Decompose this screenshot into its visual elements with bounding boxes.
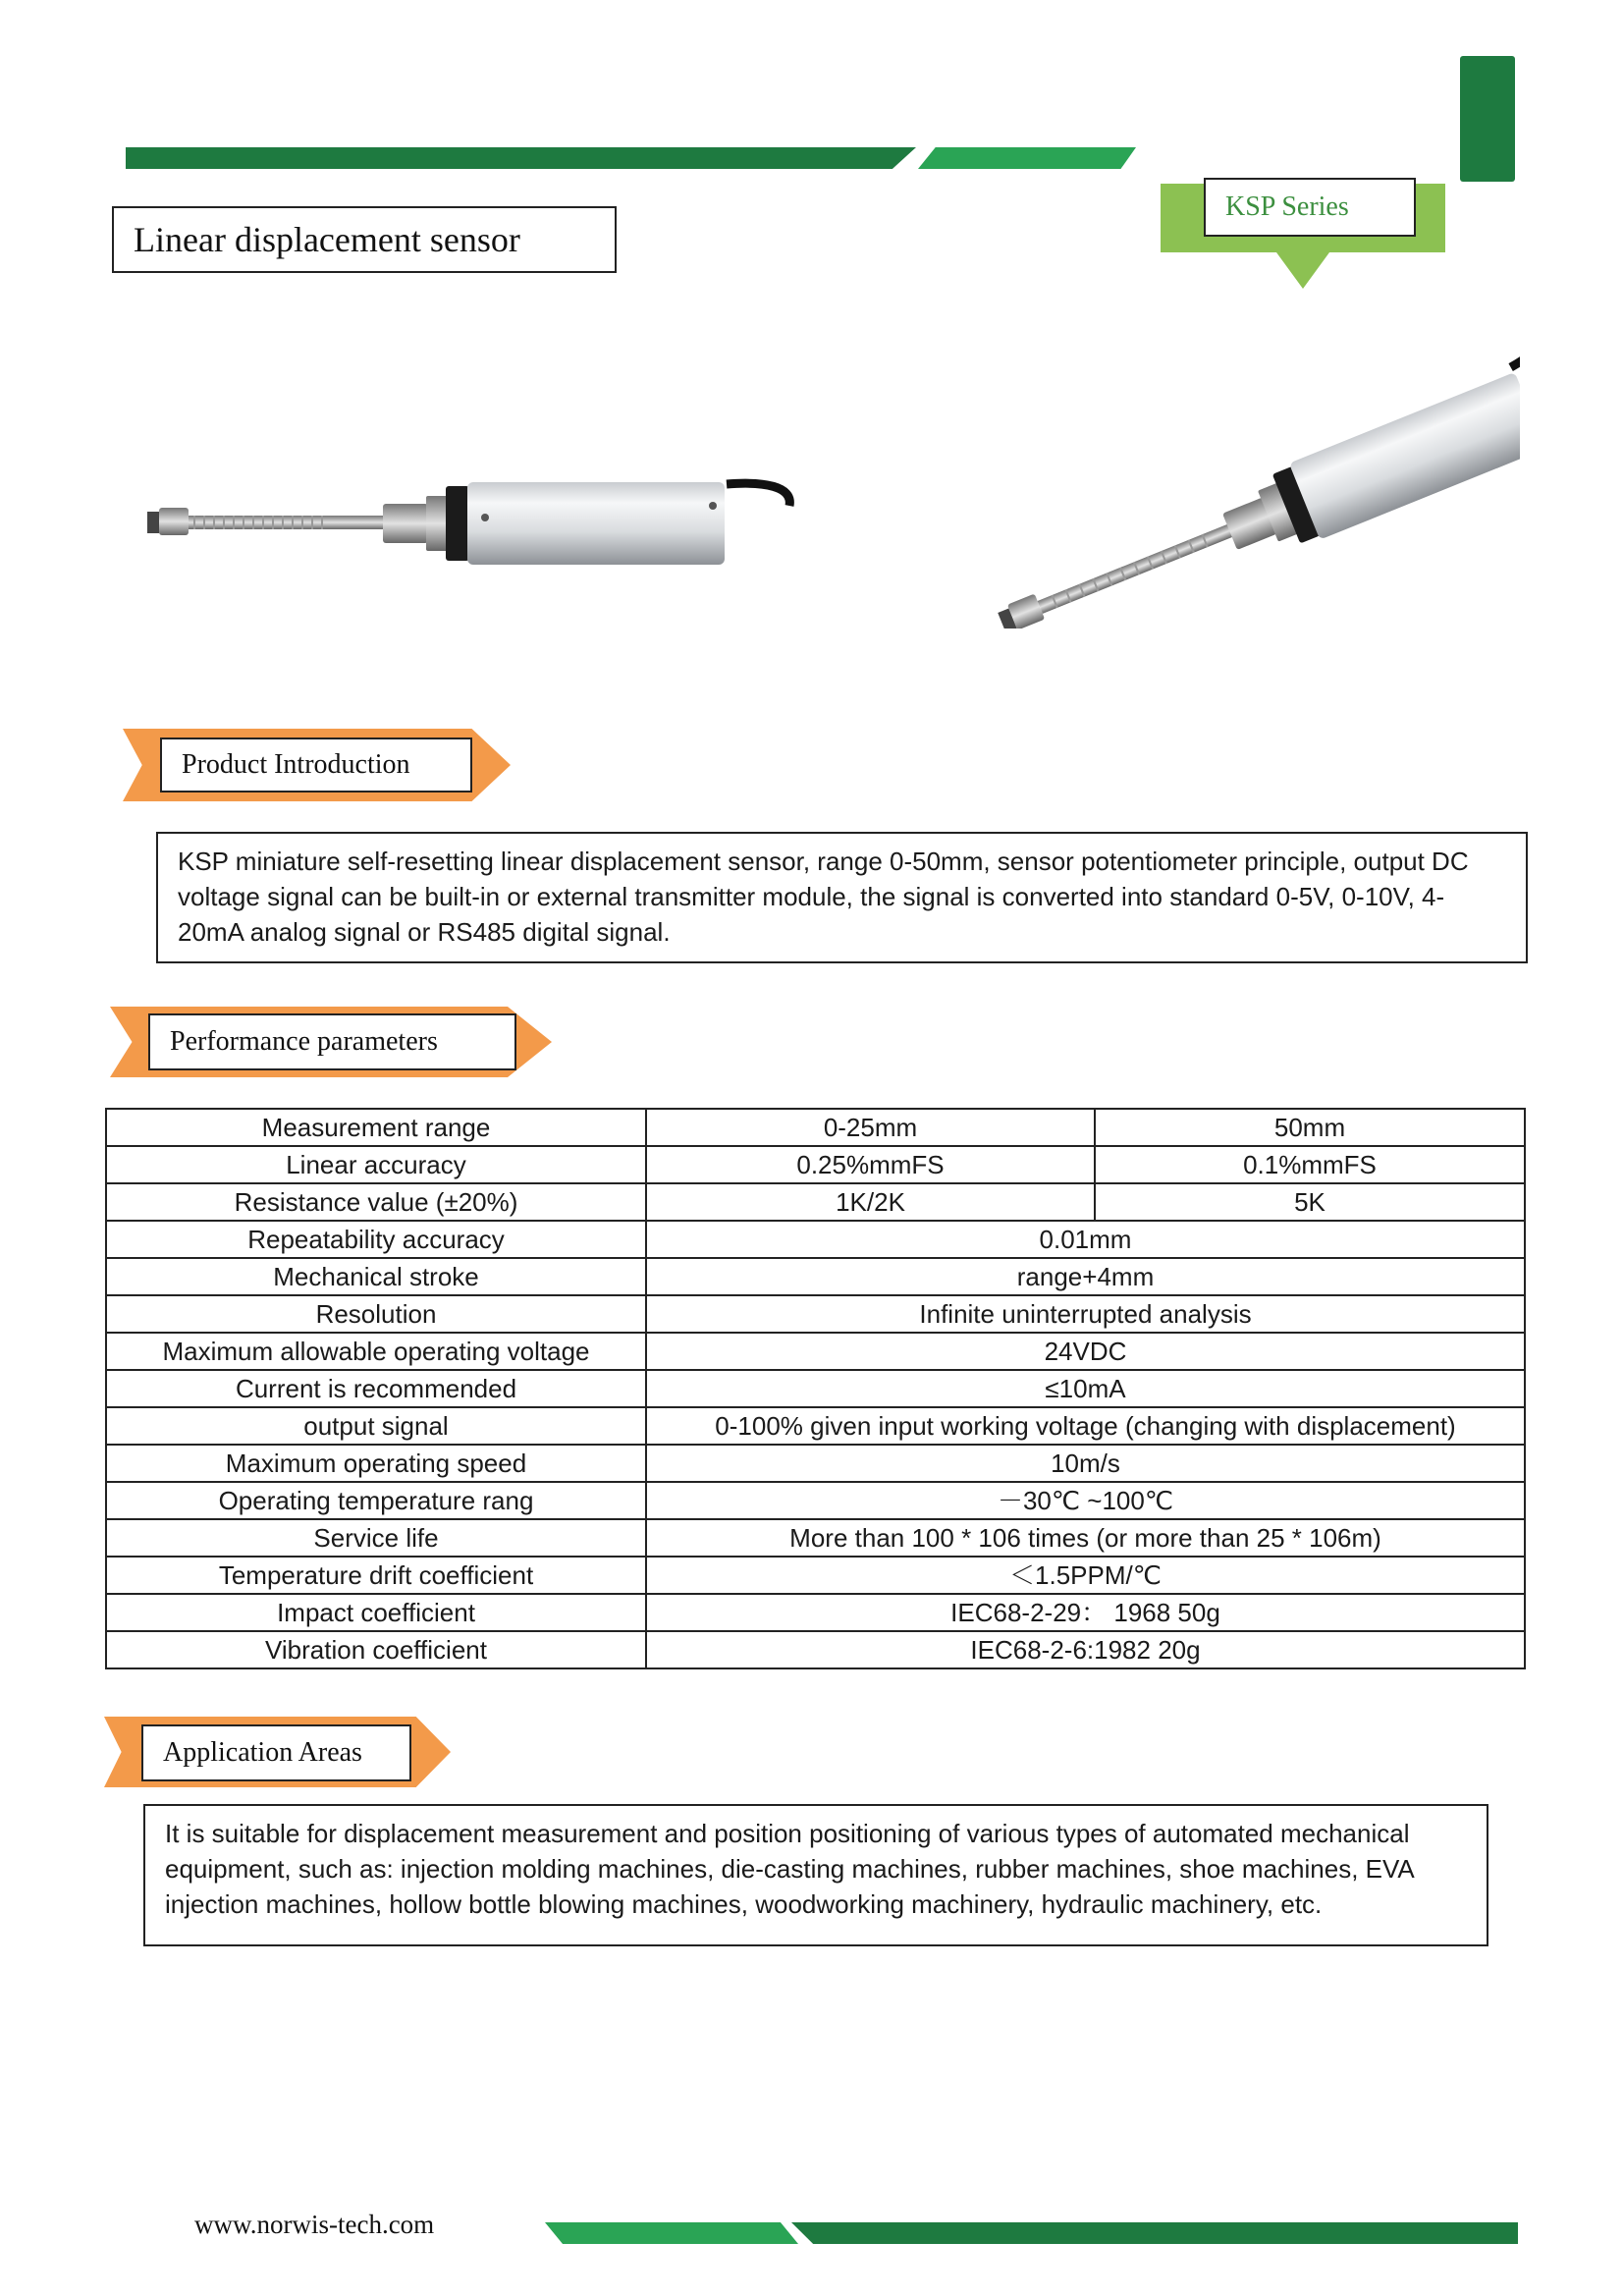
table-row [106, 1594, 1525, 1631]
sensor-left [147, 482, 789, 565]
table-row [106, 1333, 1525, 1370]
param-value: 0.25%mmFS [646, 1146, 1095, 1183]
param-value: －30℃ ~100℃ [646, 1482, 1525, 1519]
table-row [106, 1445, 1525, 1482]
param-label: Service life [106, 1519, 646, 1557]
table-row [106, 1109, 1525, 1146]
param-value: 0.1%mmFS [1095, 1146, 1525, 1183]
param-value: 0-25mm [646, 1109, 1095, 1146]
header-accent-block [1460, 56, 1515, 182]
param-value: 50mm [1095, 1109, 1525, 1146]
param-value: IEC68-2-6:1982 20g [646, 1631, 1525, 1668]
param-label: Maximum operating speed [106, 1445, 646, 1482]
table-row [106, 1183, 1525, 1221]
table-row [106, 1519, 1525, 1557]
param-value: More than 100 * 106 times (or more than 25 * 106m) [646, 1519, 1525, 1557]
param-label: Operating temperature rang [106, 1482, 646, 1519]
param-value: ≤10mA [646, 1370, 1525, 1407]
footer-url[interactable]: www.norwis-tech.com [194, 2210, 435, 2239]
param-value: 0.01mm [646, 1221, 1525, 1258]
table-row [106, 1407, 1525, 1445]
table-row [106, 1370, 1525, 1407]
performance-heading: Performance parameters [148, 1013, 516, 1070]
series-label: KSP Series [1204, 178, 1416, 237]
param-value: 10m/s [646, 1445, 1525, 1482]
param-value: 1K/2K [646, 1183, 1095, 1221]
param-value: ＜1.5PPM/℃ [646, 1557, 1525, 1594]
table-row [106, 1557, 1525, 1594]
param-label: Impact coefficient [106, 1594, 646, 1631]
intro-text: KSP miniature self-resetting linear displacement sensor, range 0-50mm, sensor potentiometer principle, output DC voltage signal can be built-in or external transmitter module, the signal is converted into standard 0-5V, 0-10V, 4-20mA analog signal or RS485 digital signal. [156, 832, 1528, 963]
param-value: IEC68-2-29： 1968 50g [646, 1594, 1525, 1631]
table-row [106, 1258, 1525, 1295]
application-heading: Application Areas [141, 1724, 411, 1781]
param-label: Temperature drift coefficient [106, 1557, 646, 1594]
performance-table [105, 1108, 1526, 1669]
param-label: Maximum allowable operating voltage [106, 1333, 646, 1370]
table-row [106, 1631, 1525, 1668]
param-value: 24VDC [646, 1333, 1525, 1370]
param-label: Measurement range [106, 1109, 646, 1146]
param-label: Repeatability accuracy [106, 1221, 646, 1258]
table-row [106, 1295, 1525, 1333]
param-label: Vibration coefficient [106, 1631, 646, 1668]
param-label: output signal [106, 1407, 646, 1445]
table-row [106, 1146, 1525, 1183]
param-label: Mechanical stroke [106, 1258, 646, 1295]
table-row [106, 1482, 1525, 1519]
param-value: Infinite uninterrupted analysis [646, 1295, 1525, 1333]
series-arrow-icon [1276, 252, 1329, 289]
param-label: Linear accuracy [106, 1146, 646, 1183]
param-value: 5K [1095, 1183, 1525, 1221]
application-text: It is suitable for displacement measurement and position positioning of various types of automated mechanical equipment, such as: injection molding machines, die-casting machines, rubber machines, shoe machines, EVA injection machines, hollow bottle blowing machines, woodworking machinery, hydraulic machinery, etc. [143, 1804, 1488, 1946]
intro-heading: Product Introduction [160, 738, 472, 793]
param-label: Resistance value (±20%) [106, 1183, 646, 1221]
header-bar-light [918, 147, 1136, 169]
param-label: Current is recommended [106, 1370, 646, 1407]
param-value: 0-100% given input working voltage (changing with displacement) [646, 1407, 1525, 1445]
product-photo [126, 349, 1520, 629]
param-value: range+4mm [646, 1258, 1525, 1295]
sensor-right [972, 349, 1520, 629]
param-label: Resolution [106, 1295, 646, 1333]
page-title: Linear displacement sensor [112, 206, 617, 273]
footer-bar-light [545, 2222, 798, 2244]
table-row [106, 1221, 1525, 1258]
header-bar-dark [126, 147, 916, 169]
footer-bar-dark [791, 2222, 1518, 2244]
